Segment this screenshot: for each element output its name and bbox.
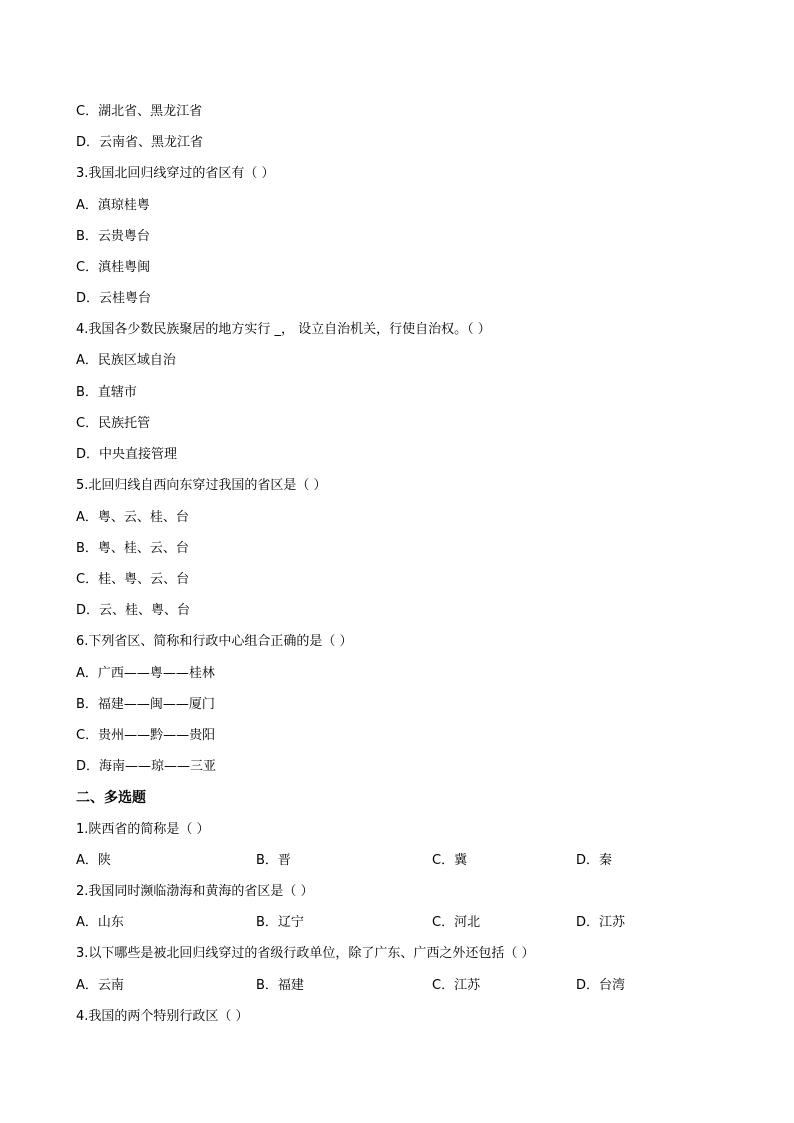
option-line: D．云、桂、粤、台 <box>76 603 191 618</box>
option-line: B．云贵粤台 <box>76 229 150 244</box>
option-line: C．滇桂粤闽 <box>76 260 151 275</box>
option-b: B．福建 <box>256 978 304 993</box>
option-line: D．云南省、黑龙江省 <box>76 135 204 150</box>
question-stem: 3.以下哪些是被北回归线穿过的省级行政单位，除了广东、广西之外还包括（ ） <box>76 946 535 961</box>
question-stem: 4.我国的两个特别行政区（ ） <box>76 1009 249 1024</box>
question-stem: 4.我国各少数民族聚居的地方实行 _， 设立自治机关，行使自治权。（ ） <box>76 322 491 337</box>
option-line: D．海南——琼——三亚 <box>76 759 217 774</box>
option-line: D．中央直接管理 <box>76 447 178 462</box>
option-b: B．辽宁 <box>256 915 304 930</box>
option-d: D．秦 <box>576 853 613 868</box>
option-c: C．冀 <box>432 853 468 868</box>
option-line: C．湖北省、黑龙江省 <box>76 104 203 119</box>
option-d: D．台湾 <box>576 978 626 993</box>
question-stem: 2.我国同时濒临渤海和黄海的省区是（ ） <box>76 884 314 899</box>
option-line: A．民族区域自治 <box>76 353 176 368</box>
option-line: B．直辖市 <box>76 385 137 400</box>
question-stem: 3.我国北回归线穿过的省区有（ ） <box>76 166 275 181</box>
option-a: A．陕 <box>76 853 111 868</box>
option-line: B．粤、桂、云、台 <box>76 541 189 556</box>
option-d: D．江苏 <box>576 915 626 930</box>
option-line: A．滇琼桂粤 <box>76 198 150 213</box>
option-line: C．民族托管 <box>76 416 151 431</box>
question-stem: 6.下列省区、简称和行政中心组合正确的是（ ） <box>76 634 353 649</box>
option-line: B．福建——闽——厦门 <box>76 697 215 712</box>
option-line: D．云桂粤台 <box>76 291 152 306</box>
question-stem: 5.北回归线自西向东穿过我国的省区是（ ） <box>76 478 327 493</box>
option-c: C．江苏 <box>432 978 481 993</box>
option-b: B．晋 <box>256 853 291 868</box>
option-a: A．山东 <box>76 915 124 930</box>
option-c: C．河北 <box>432 915 481 930</box>
option-a: A．云南 <box>76 978 124 993</box>
option-line: C．桂、粤、云、台 <box>76 572 190 587</box>
option-line: C．贵州——黔——贵阳 <box>76 728 216 743</box>
section-heading: 二、多选题 <box>76 790 146 806</box>
option-line: A．广西——粤——桂林 <box>76 666 215 681</box>
option-line: A．粤、云、桂、台 <box>76 510 189 525</box>
question-stem: 1.陕西省的简称是（ ） <box>76 822 210 837</box>
